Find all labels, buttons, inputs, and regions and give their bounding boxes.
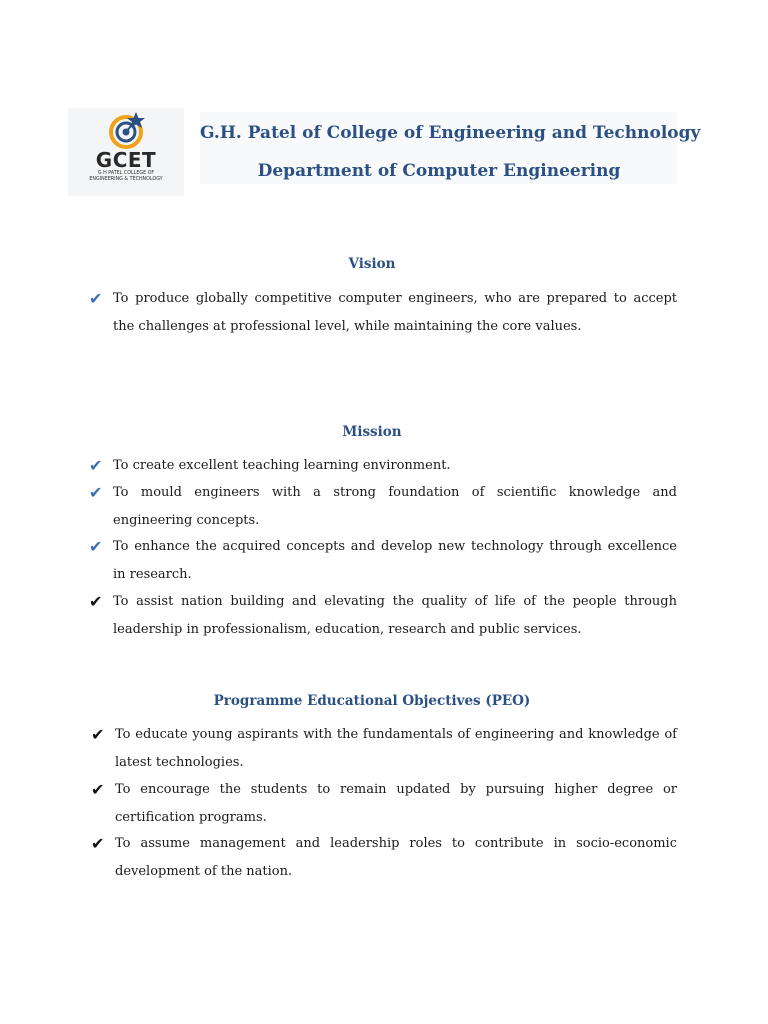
mission-item: To create excellent teaching learning environment.: [113, 458, 451, 473]
checkmark-icon: ✔: [89, 456, 103, 475]
department-title: Department of Computer Engineering: [257, 161, 621, 181]
mission-item: To assist nation building and elevating the quality of life of the people through leadership in professionalism, education, research and public services.: [113, 594, 677, 637]
vision-heading: Vision: [348, 256, 396, 272]
mission-item: To mould engineers with a strong foundation of scientific knowledge and engineering concepts.: [113, 485, 677, 528]
title-block: [200, 112, 701, 184]
peo-item: To educate young aspirants with the fundamentals of engineering and knowledge of latest technologies.: [115, 727, 677, 770]
checkmark-icon: ✔: [91, 725, 105, 744]
checkmark-icon: ✔: [91, 834, 105, 853]
vision-item: To produce globally competitive computer engineers, who are prepared to accept the challenges at professional level, while maintaining the core values.: [113, 291, 677, 334]
college-title: G.H. Patel of College of Engineering and Technology: [200, 123, 701, 143]
peo-item: To assume management and leadership roles to contribute in socio-economic development of the nation.: [115, 836, 677, 879]
checkmark-icon: ✔: [89, 289, 103, 308]
mission-item: To enhance the acquired concepts and develop new technology through excellence in research.: [113, 539, 677, 582]
peo-heading: Programme Educational Objectives (PEO): [213, 693, 531, 709]
logo-emblem-icon: [106, 110, 150, 152]
checkmark-icon: ✔: [89, 537, 103, 556]
checkmark-icon: ✔: [91, 780, 105, 799]
logo-subtext: G H PATEL COLLEGE OF ENGINEERING & TECHNOLOGY: [89, 171, 163, 182]
mission-heading: Mission: [342, 424, 402, 440]
logo-text: GCET: [95, 148, 157, 172]
page-header: [68, 108, 701, 196]
peo-item: To encourage the students to remain updated by pursuing higher degree or certification programs.: [115, 782, 677, 825]
college-logo: [68, 108, 184, 196]
checkmark-icon: ✔: [89, 483, 103, 502]
checkmark-icon: ✔: [89, 592, 103, 611]
